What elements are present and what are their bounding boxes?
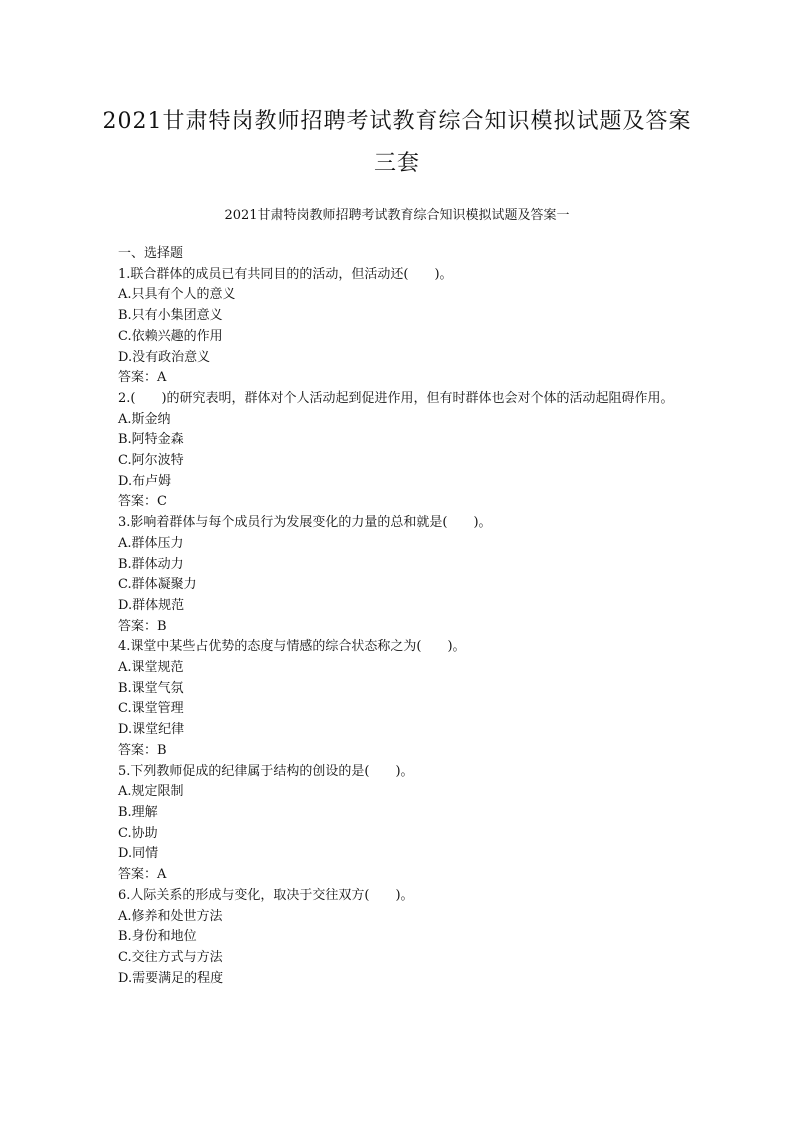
document-title-line2: 三套 bbox=[373, 151, 420, 176]
question-option: A.群体压力 bbox=[118, 535, 184, 551]
question-stem: 3.影响着群体与每个成员行为发展变化的力量的总和就是( )。 bbox=[118, 515, 492, 531]
question-option: A.修养和处世方法 bbox=[118, 908, 223, 924]
question-stem: 4.课堂中某些占优势的态度与情感的综合状态称之为( )。 bbox=[118, 639, 466, 655]
question-option: A.规定限制 bbox=[118, 784, 184, 800]
question-answer: 答案：C bbox=[118, 494, 167, 510]
question-answer: 答案：B bbox=[118, 618, 167, 634]
question-option: A.只具有个人的意义 bbox=[118, 287, 236, 303]
question-option: C.协助 bbox=[118, 825, 158, 841]
question-stem: 2.( )的研究表明，群体对个人活动起到促进作用，但有时群体也会对个体的活动起阻碍作用。 bbox=[118, 390, 674, 406]
question-stem: 5.下列教师促成的纪律属于结构的创设的是( )。 bbox=[118, 763, 414, 779]
question-answer: 答案：B bbox=[118, 742, 167, 758]
question-option: C.交往方式与方法 bbox=[118, 949, 223, 965]
question-option: A.课堂规范 bbox=[118, 660, 184, 676]
question-option: A.斯金纳 bbox=[118, 411, 171, 427]
question-stem: 6.人际关系的形成与变化，取决于交往双方( )。 bbox=[118, 887, 414, 903]
question-option: C.阿尔波特 bbox=[118, 453, 184, 469]
question-list bbox=[118, 244, 678, 989]
question-option: D.群体规范 bbox=[118, 597, 185, 613]
question-answer: 答案：A bbox=[118, 370, 167, 386]
question-option: D.课堂纪律 bbox=[118, 722, 185, 738]
question-option: D.同情 bbox=[118, 846, 159, 862]
question-option: B.群体动力 bbox=[118, 556, 184, 572]
question-option: D.需要满足的程度 bbox=[118, 970, 224, 986]
document-title-line1: 2021甘肃特岗教师招聘考试教育综合知识模拟试题及答案 bbox=[102, 109, 692, 134]
question-option: D.没有政治意义 bbox=[118, 349, 211, 365]
question-option: B.课堂气氛 bbox=[118, 680, 184, 696]
question-answer: 答案：A bbox=[118, 867, 167, 883]
question-option: C.群体凝聚力 bbox=[118, 577, 197, 593]
document-subtitle: 2021甘肃特岗教师招聘考试教育综合知识模拟试题及答案一 bbox=[224, 208, 570, 223]
question-option: C.依赖兴趣的作用 bbox=[118, 328, 223, 344]
question-option: D.布卢姆 bbox=[118, 473, 172, 489]
question-option: B.理解 bbox=[118, 804, 158, 820]
question-option: B.只有小集团意义 bbox=[118, 308, 223, 324]
question-option: C.课堂管理 bbox=[118, 701, 184, 717]
question-stem: 1.联合群体的成员已有共同目的的活动，但活动还( )。 bbox=[118, 266, 453, 282]
question-option: B.身份和地位 bbox=[118, 929, 197, 945]
question-option: B.阿特金森 bbox=[118, 432, 184, 448]
section-heading: 一、选择题 bbox=[118, 246, 184, 261]
